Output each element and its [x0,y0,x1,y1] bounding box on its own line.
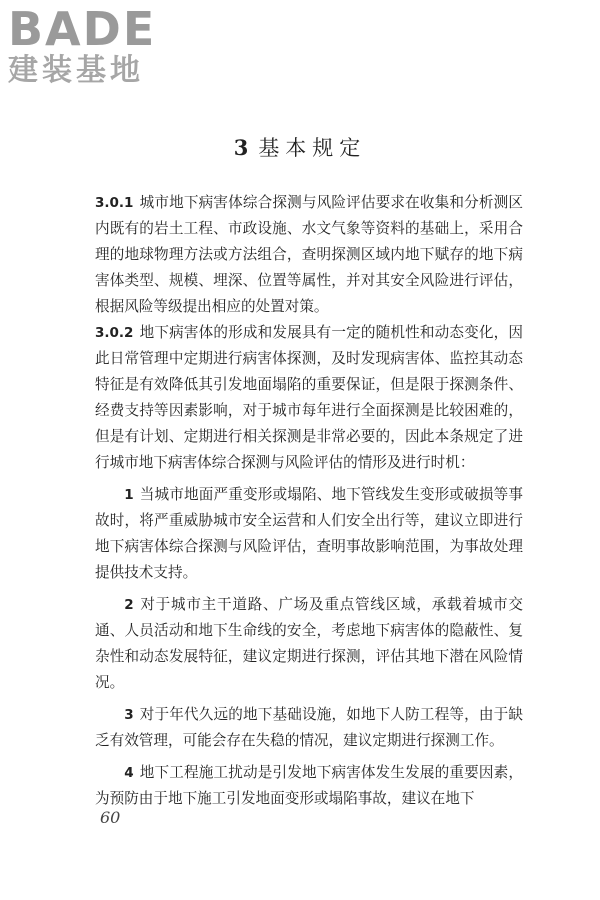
logo-wordmark: BADE [8,2,157,56]
page-body [95,190,523,812]
list-item [95,592,523,696]
list-item [95,760,523,812]
page-number: 60 [100,808,121,827]
item-number: 3 [124,707,134,723]
chapter-heading [0,132,600,162]
item-text: 对于年代久远的地下基础设施，如地下人防工程等，由于缺乏有效管理，可能会存在失稳的情况，建议定期进行探测工作。 [95,706,523,749]
logo-subtitle: 建装基地 [8,53,144,88]
clause-number: 3.0.2 [95,325,134,341]
item-text: 地下工程施工扰动是引发地下病害体发生发展的重要因素，为预防由于地下施工引发地面变形或塌陷事故，建议在地下 [95,764,523,807]
clause-number: 3.0.1 [95,195,134,211]
item-text: 对于城市主干道路、广场及重点管线区域，承载着城市交通、人员活动和地下生命线的安全，考虑地下病害体的隐蔽性、复杂性和动态发展特征，建议定期进行探测，评估其地下潜在风险情况。 [95,596,523,691]
list-item [95,702,523,754]
item-number: 1 [124,487,134,503]
list-item [95,482,523,586]
item-text: 当城市地面严重变形或塌陷、地下管线发生变形或破损等事故时，将严重威胁城市安全运营和人们安全出行等，建议立即进行地下病害体综合探测与风险评估，查明事故影响范围，为事故处理提供技术支持。 [95,486,523,581]
clause-3-0-1 [95,190,523,320]
chapter-number: 3 [233,135,249,160]
logo [8,2,178,88]
chapter-title: 基本规定 [258,136,367,160]
clause-text: 地下病害体的形成和发展具有一定的随机性和动态变化，因此日常管理中定期进行病害体探测，及时发现病害体、监控其动态特征是有效降低其引发地面塌陷的重要保证，但是限于探测条件、经费支持等因素影响，对于城市每年进行全面探测是比较困难的，但是有计划、定期进行相关探测是非常必要的，因此本条规定了进行城市地下病害体综合探测与风险评估的情形及进行时机： [95,324,523,471]
item-number: 4 [124,765,134,781]
item-number: 2 [124,597,134,613]
clause-3-0-2 [95,320,523,476]
clause-text: 城市地下病害体综合探测与风险评估要求在收集和分析测区内既有的岩土工程、市政设施、水文气象等资料的基础上，采用合理的地球物理方法或方法组合，查明探测区域内地下赋存的地下病害体类型、规模、埋深、位置等属性，并对其安全风险进行评估，根据风险等级提出相应的处置对策。 [95,194,523,315]
